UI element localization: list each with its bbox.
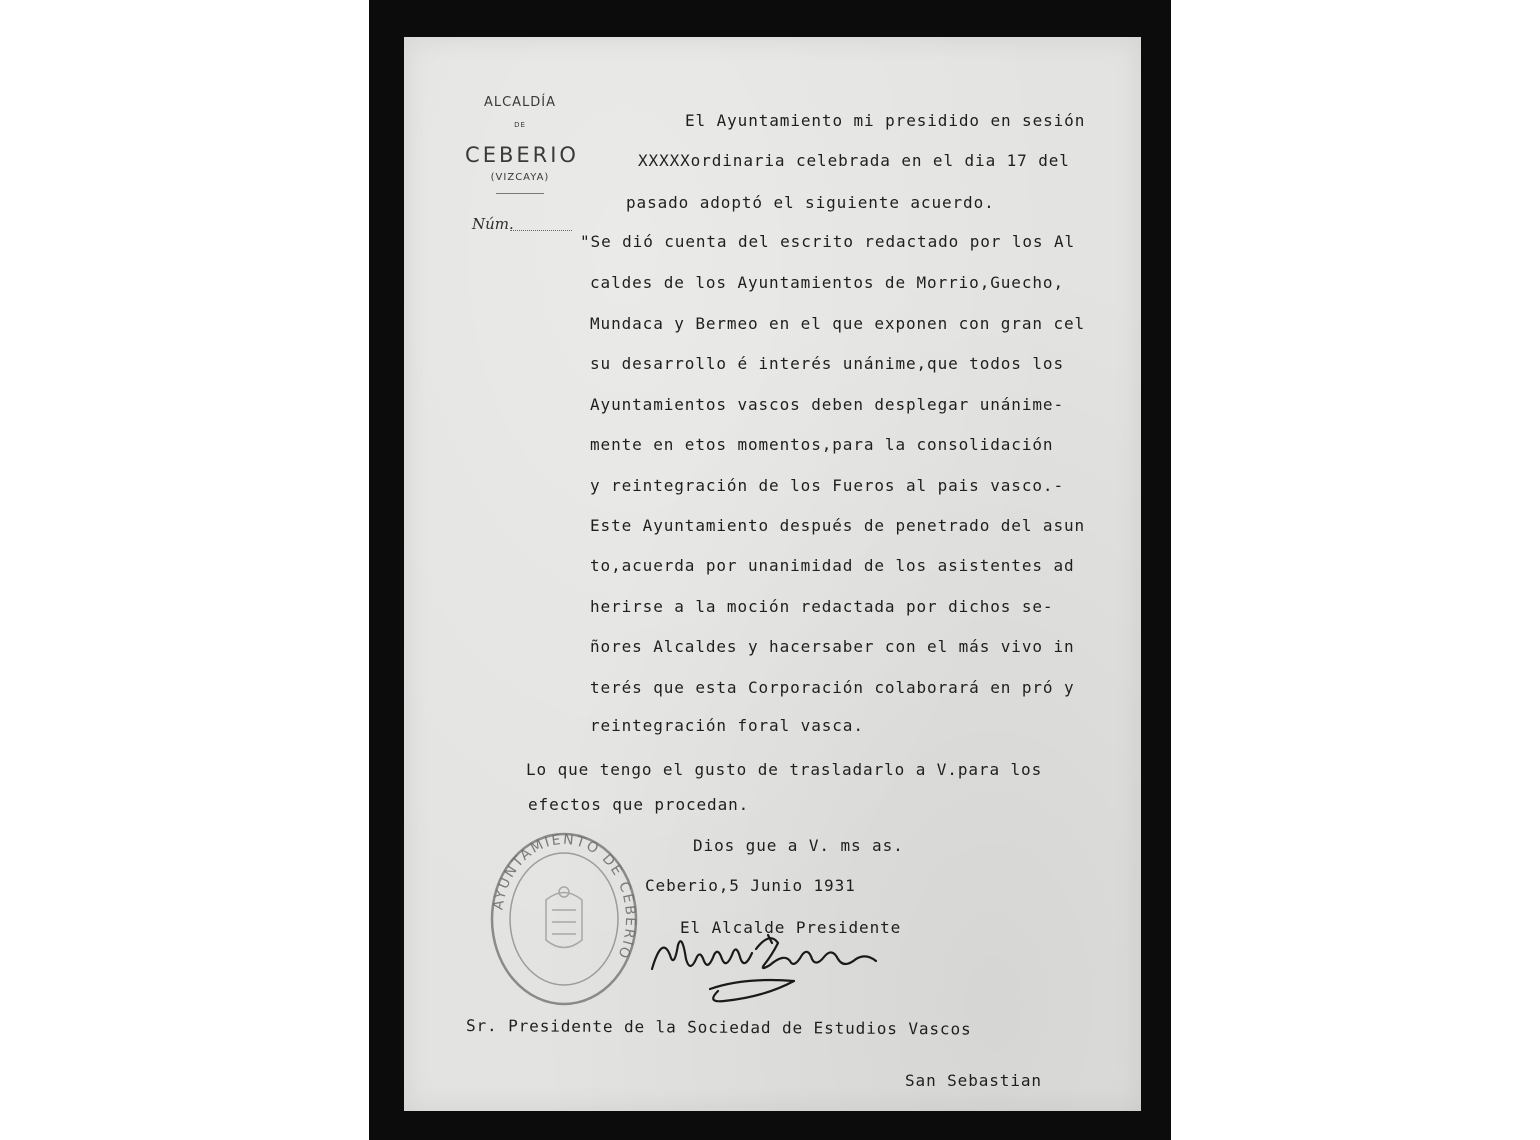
letter-line: to,acuerda por unanimidad de los asistentes ad (590, 556, 1075, 575)
letter-line: El Ayuntamiento mi presidido en sesión (685, 111, 1086, 130)
letter-line: Lo que tengo el gusto de trasladarlo a V.para los (526, 760, 1043, 779)
letterhead-ceberio: CEBERIO (465, 143, 579, 167)
letter-line: herirse a la moción redactada por dichos se- (590, 597, 1054, 616)
letter-line: El Alcalde Presidente (680, 918, 902, 937)
letter-line: Sr. Presidente de la Sociedad de Estudios Vascos (465, 1016, 972, 1039)
letterhead-alcaldia: ALCALDÍA (483, 95, 557, 110)
letter-line: Ayuntamientos vascos deben desplegar unánime- (590, 395, 1064, 414)
letter-line: Mundaca y Bermeo en el que exponen con gran cel (590, 314, 1086, 333)
mayor-signature (644, 925, 889, 1010)
letter-line: Este Ayuntamiento después de penetrado del asun (590, 516, 1086, 535)
letterhead-divider (496, 193, 544, 194)
letterhead-num-line (510, 230, 572, 231)
letter-line: efectos que procedan. (528, 795, 750, 814)
letter-line: y reintegración de los Fueros al pais vasco.- (590, 476, 1064, 495)
letter-line: reintegración foral vasca. (590, 716, 864, 735)
letter-line: "Se dió cuenta del escrito redactado por los Al (580, 232, 1076, 251)
svg-text:AYUNTAMIENTO DE CEBERIO: AYUNTAMIENTO DE CEBERIO (490, 831, 639, 963)
letter-line: San Sebastian (905, 1071, 1042, 1090)
letter-line: su desarrollo é interés unánime,que todos los (590, 354, 1064, 373)
letter-line: Ceberio,5 Junio 1931 (645, 876, 856, 895)
letter-line: XXXXXordinaria celebrada en el dia 17 del (638, 151, 1070, 170)
municipal-seal-stamp (488, 830, 640, 1008)
letter-line: mente en etos momentos,para la consolidación (590, 435, 1054, 454)
letterhead-vizcaya: (VIZCAYA) (490, 172, 550, 183)
letterhead-de: DE (514, 121, 526, 129)
letter-line: Dios gue a V. ms as. (693, 836, 904, 855)
letterhead-num-label: Núm. (472, 215, 514, 233)
letter-line: pasado adoptó el siguiente acuerdo. (626, 193, 995, 212)
letter-line: ñores Alcaldes y hacersaber con el más vivo in (590, 637, 1075, 656)
letter-line: caldes de los Ayuntamientos de Morrio,Guecho, (590, 273, 1064, 292)
letter-line: terés que esta Corporación colaborará en pró y (590, 678, 1075, 697)
